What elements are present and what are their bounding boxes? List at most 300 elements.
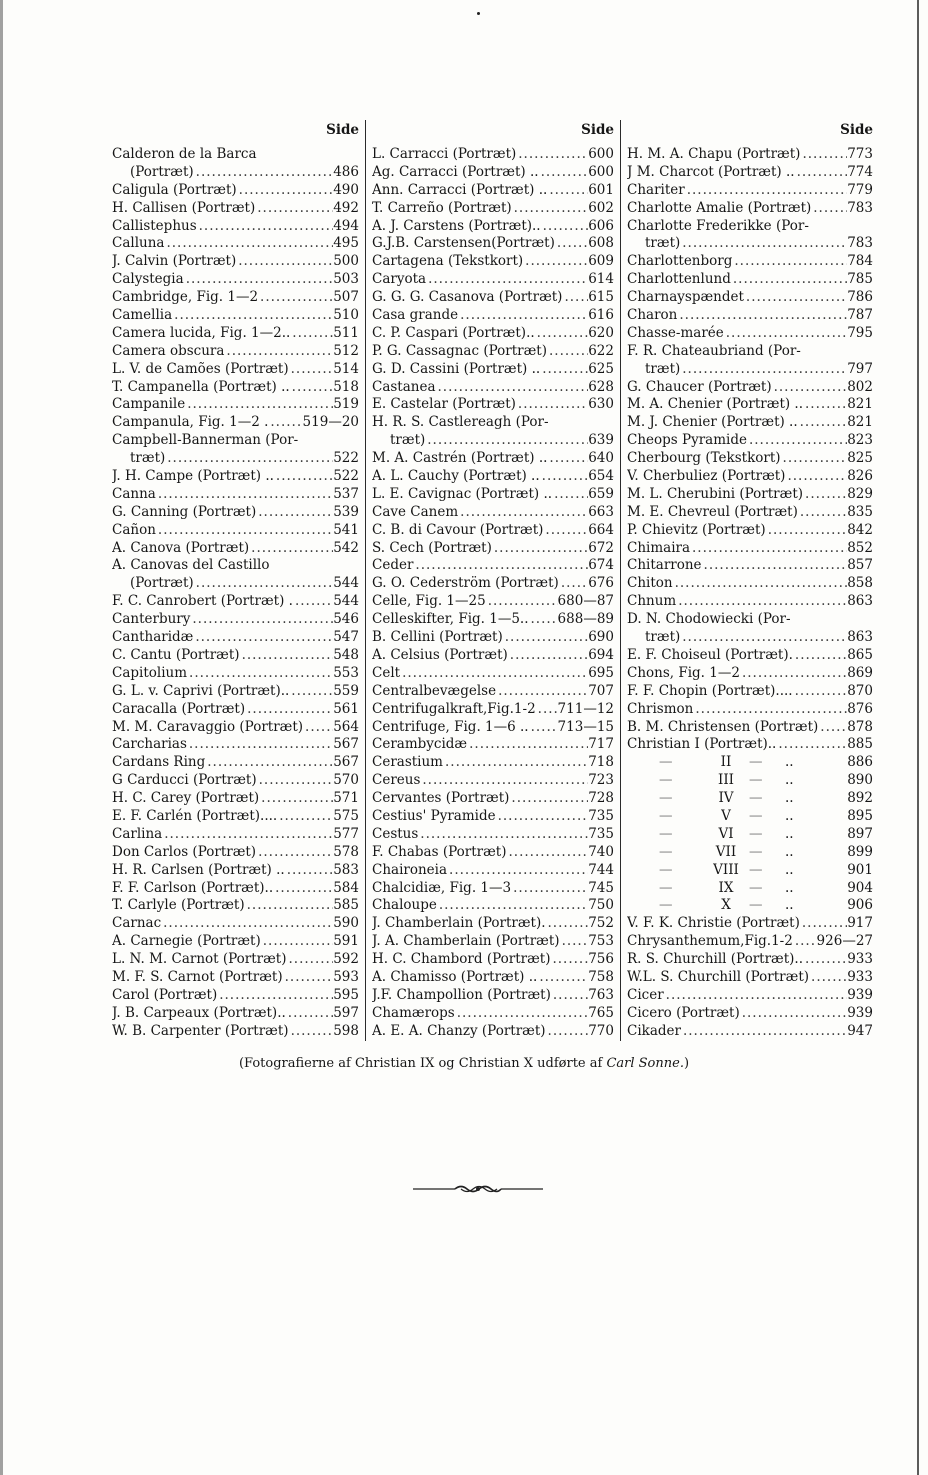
leader-dots [664, 987, 848, 1005]
side-header: Side [840, 122, 873, 138]
page-number: 763 [588, 986, 614, 1003]
leader-dots [543, 522, 588, 540]
leader-dots [467, 736, 588, 754]
entry-title: Christian I (Portræt).. [627, 736, 777, 753]
entry-title: Ag. Carracci (Portræt) .. [372, 163, 539, 180]
ditto-mark: — [659, 807, 673, 824]
leader-dots [197, 218, 334, 236]
ditto-entry [627, 862, 794, 880]
index-entry [112, 701, 359, 719]
index-entry [112, 844, 359, 862]
entry-title: G. L. v. Caprivi (Portræt).. [112, 682, 290, 699]
entry-title: G.J.B. Carstensen(Portræt) [372, 235, 555, 252]
entry-title: Caryota [372, 271, 427, 288]
page-number: 598 [333, 1022, 359, 1039]
index-entry [627, 396, 873, 414]
entry-title: M. F. S. Carnot (Portræt) [112, 968, 283, 985]
leader-dots [541, 218, 589, 236]
entry-title: Ceder [372, 557, 414, 574]
leader-dots [800, 915, 847, 933]
leader-dots [747, 432, 847, 450]
index-entry [627, 933, 873, 951]
entry-title: Chalcidiæ, Fig. 1—3 [372, 879, 512, 896]
page-number: 522 [333, 450, 359, 467]
leader-dots [560, 933, 589, 951]
ditto-dots: .. [785, 825, 794, 842]
leader-dots [516, 146, 588, 164]
entry-title: F. R. Chateaubriand (Por- [627, 342, 801, 359]
page-number: 917 [847, 915, 873, 932]
leader-dots [273, 880, 333, 898]
page-number: 591 [333, 933, 359, 950]
entry-title: M. M. Caravaggio (Portræt) [112, 718, 304, 735]
leader-dots [702, 557, 848, 575]
ditto-dots: .. [785, 754, 794, 771]
index-entry [627, 969, 873, 987]
page-number: 690 [588, 629, 614, 646]
entry-title: Charon [627, 307, 678, 324]
index-entry [627, 486, 873, 504]
leader-dots [261, 933, 333, 951]
page-number: 561 [333, 700, 359, 717]
entry-title: Canterbury [112, 611, 191, 628]
entry-title: Cantharidæ [112, 629, 194, 646]
entry-title: B. M. Christensen (Portræt) [627, 718, 819, 735]
index-entry [112, 253, 359, 271]
page-number: 567 [333, 754, 359, 771]
entry-title: G. Canning (Portræt) [112, 503, 257, 520]
leader-dots [539, 164, 589, 182]
leader-dots [800, 146, 847, 164]
page-number: 546 [333, 611, 359, 628]
page-number: 640 [588, 450, 614, 467]
leader-dots [680, 235, 847, 253]
index-entry [112, 414, 359, 432]
page-number: 895 [847, 807, 873, 824]
ditto-entry [627, 897, 794, 915]
page-number: 616 [588, 307, 614, 324]
index-entry [372, 289, 614, 307]
ditto-dots: .. [785, 879, 794, 896]
leader-dots [793, 647, 847, 665]
ditto-mark: — [749, 843, 763, 860]
ditto-mark: — [749, 790, 763, 807]
page-number: 797 [847, 360, 873, 377]
leader-dots [537, 969, 588, 987]
index-entry [372, 701, 614, 719]
leader-dots [277, 808, 333, 826]
index-entry [372, 307, 614, 325]
entry-title: L. E. Cavignac (Portræt) .. [372, 485, 553, 502]
entry-title: G. D. Cassini (Portræt) .. [372, 360, 541, 377]
index-entry [372, 540, 614, 558]
entry-title: M. E. Chevreul (Portræt) [627, 503, 798, 520]
index-entry [372, 880, 614, 898]
leader-dots [496, 683, 588, 701]
leader-dots [287, 951, 334, 969]
entry-title: Castanea [372, 378, 436, 395]
leader-dots [492, 540, 588, 558]
page-number: 578 [333, 843, 359, 860]
index-entry [112, 432, 359, 450]
spacer [794, 754, 848, 772]
index-entry [372, 933, 614, 951]
index-column-1 [112, 120, 366, 1041]
leader-dots [677, 307, 847, 325]
entry-title: VII [715, 843, 737, 860]
ditto-mark: — [659, 879, 673, 896]
index-entry [627, 790, 873, 808]
entry-title: Capitolium [112, 664, 188, 681]
index-entry [627, 683, 873, 701]
page-number: 674 [588, 557, 614, 574]
page-number: 735 [588, 825, 614, 842]
page-number: 503 [333, 271, 359, 288]
leader-dots [255, 200, 333, 218]
index-entry [112, 540, 359, 558]
index-entry [112, 1023, 359, 1041]
index-entry [627, 218, 873, 236]
page-number: 511 [333, 324, 359, 341]
page-number: 577 [333, 825, 359, 842]
index-entry [112, 647, 359, 665]
entry-title: A. Chamisso (Portræt) .. [372, 968, 538, 985]
page-number: 821 [847, 396, 873, 413]
page-number: 564 [333, 718, 359, 735]
entry-title: Camellia [112, 307, 173, 324]
page-number: 630 [588, 396, 614, 413]
entry-title: Chaloupe [372, 897, 437, 914]
leader-dots [509, 790, 588, 808]
page-number: 939 [847, 1004, 873, 1021]
leader-dots [455, 1005, 589, 1023]
entry-title: G. G. G. Casanova (Portræt) [372, 289, 563, 306]
leader-dots [285, 862, 334, 880]
leader-dots [447, 862, 588, 880]
leader-dots [293, 593, 333, 611]
leader-dots [458, 504, 588, 522]
page-number: 512 [333, 342, 359, 359]
ditto-entry [627, 880, 794, 898]
leader-dots [685, 182, 848, 200]
ditto-entry [627, 772, 794, 790]
index-entry [372, 468, 614, 486]
leader-dots [425, 432, 588, 450]
page-number: 795 [847, 324, 873, 341]
leader-dots [165, 450, 333, 468]
index-entry [627, 361, 873, 379]
ditto-entry [627, 826, 794, 844]
page-number: 802 [847, 378, 873, 395]
page-number: 947 [847, 1022, 873, 1039]
index-entry [627, 146, 873, 164]
page-number: 858 [847, 575, 873, 592]
entry-title: IX [718, 879, 734, 896]
index-entry [112, 450, 359, 468]
leader-dots [680, 361, 847, 379]
page-number: 567 [333, 736, 359, 753]
page-number: 518 [333, 378, 359, 395]
page-number: 784 [847, 253, 873, 270]
entry-title: J.F. Champollion (Portræt) [372, 986, 551, 1003]
entry-title: Centralbevægelse [372, 682, 497, 699]
index-entry [112, 683, 359, 701]
index-entry [627, 522, 873, 540]
page-number: 770 [588, 1022, 614, 1039]
leader-dots [546, 1023, 589, 1041]
entry-title: L. N. M. Carnot (Portræt) [112, 951, 287, 968]
entry-title: Chimaira [627, 539, 691, 556]
page-number: 585 [333, 897, 359, 914]
index-entry [627, 826, 873, 844]
index-entry [627, 754, 873, 772]
page-number: 857 [847, 557, 873, 574]
page-number: 654 [588, 468, 614, 485]
page-number: 773 [847, 146, 873, 162]
page-number: 876 [847, 700, 873, 717]
leader-dots [547, 450, 588, 468]
page-number: 539 [333, 503, 359, 520]
entry-title: E. F. Carlén (Portræt).... [112, 807, 278, 824]
leader-dots [811, 200, 847, 218]
entry-title: Charlottenlund [627, 271, 731, 288]
end-ornament [413, 1182, 543, 1196]
entry-title: A. Canova (Portræt) [112, 539, 250, 556]
index-entry [112, 826, 359, 844]
entry-title: Cicero (Portræt) [627, 1004, 740, 1021]
leader-dots [420, 772, 588, 790]
entry-title: A. J. Carstens (Portræt).. [372, 217, 541, 234]
page-number: 756 [588, 951, 614, 968]
leader-dots [744, 289, 847, 307]
page-number: 628 [588, 378, 614, 395]
leader-dots [552, 486, 588, 504]
leader-dots [547, 343, 588, 361]
index-entry [627, 325, 873, 343]
entry-title: J. H. Campe (Portræt) .. [112, 468, 274, 485]
index-entry [627, 1023, 873, 1041]
entry-title: C. Cantu (Portræt) [112, 646, 240, 663]
leader-dots [286, 1005, 333, 1023]
index-entry [627, 575, 873, 593]
index-entry [627, 665, 873, 683]
index-entry [112, 343, 359, 361]
entry-title: Chrysanthemum,Fig.1-2 [627, 933, 793, 950]
entry-title: Chasse-marée [627, 324, 724, 341]
index-entry [372, 987, 614, 1005]
leader-dots [236, 253, 333, 271]
scan-edge-right [917, 0, 919, 1475]
page-number: 933 [847, 968, 873, 985]
ditto-mark: — [749, 754, 763, 771]
leader-dots [680, 629, 847, 647]
leader-dots [289, 683, 333, 701]
page-number: 890 [847, 772, 873, 789]
leader-dots [400, 665, 588, 683]
entry-title: G. Chaucer (Portræt) [627, 378, 772, 395]
leader-dots [546, 915, 589, 933]
page-number: 779 [847, 181, 873, 198]
page-number: 717 [588, 736, 614, 753]
page-number: 492 [333, 199, 359, 216]
index-entry [372, 736, 614, 754]
index-entry [112, 1005, 359, 1023]
leader-dots [766, 522, 848, 540]
leader-dots [803, 486, 847, 504]
entry-title: Cestus [372, 825, 419, 842]
index-entry [112, 593, 359, 611]
leader-dots [486, 593, 558, 611]
entry-title: Don Carlos (Portræt) [112, 843, 257, 860]
page-number: 672 [588, 539, 614, 556]
page-number: 835 [847, 503, 873, 520]
entry-title: H. R. Carlsen (Portræt) .. [112, 861, 285, 878]
leader-dots [258, 289, 333, 307]
entry-title: Carlina [112, 825, 163, 842]
index-entry [112, 754, 359, 772]
index-entry [112, 665, 359, 683]
leader-dots [257, 772, 334, 790]
entry-title: A. Celsius (Portræt) [372, 646, 508, 663]
index-entry [372, 200, 614, 218]
entry-title: Camera lucida, Fig. 1—2.. [112, 324, 291, 341]
page-number: 500 [333, 253, 359, 270]
entry-title: J M. Charcot (Portræt) .. [627, 163, 795, 180]
leader-dots [693, 701, 847, 719]
leader-dots [529, 719, 558, 737]
entry-title: træt) [390, 432, 426, 449]
spacer [794, 772, 848, 790]
ditto-entry [627, 790, 794, 808]
index-entry [112, 361, 359, 379]
ditto-dots: .. [785, 843, 794, 860]
leader-dots [555, 235, 588, 253]
index-entry [112, 915, 359, 933]
index-entry [372, 182, 614, 200]
photo-credit-footnote [0, 1056, 928, 1071]
index-entry [112, 218, 359, 236]
page-number: 614 [588, 271, 614, 288]
page-number: 547 [333, 629, 359, 646]
entry-title: Cherbourg (Tekstkort) [627, 450, 781, 467]
entry-title: Chamærops [372, 1004, 455, 1021]
index-entry [627, 951, 873, 969]
leader-dots [740, 1005, 848, 1023]
index-entry [372, 575, 614, 593]
leader-dots [540, 361, 588, 379]
page-number: 486 [333, 163, 359, 180]
spacer [794, 880, 848, 898]
leader-dots [535, 325, 589, 343]
index-entry [112, 772, 359, 790]
index-entry [372, 325, 614, 343]
photographer-name: Carl Sonne. [606, 1056, 684, 1071]
index-entry [372, 665, 614, 683]
page-number: 933 [847, 951, 873, 968]
entry-title: Carnac [112, 915, 162, 932]
entry-title: Calderon de la Barca [112, 146, 257, 162]
index-entry [372, 915, 614, 933]
leader-dots [551, 987, 588, 1005]
page-number: 753 [588, 933, 614, 950]
leader-dots [185, 396, 333, 414]
entry-title: (Portræt) [130, 163, 194, 180]
leader-dots [690, 540, 847, 558]
entry-title: Centrifugalkraft,Fig.1-2 [372, 700, 536, 717]
leader-dots [776, 736, 847, 754]
entry-title: Centrifuge, Fig. 1—6 .. [372, 718, 529, 735]
entry-title: P. Chievitz (Portræt) [627, 521, 766, 538]
entry-title: M. A. Chenier (Portræt) .. [627, 396, 804, 413]
entry-title: Charlotte Amalie (Portræt) [627, 199, 812, 216]
entry-title: Chiton [627, 575, 673, 592]
entry-title: Cardans Ring [112, 754, 206, 771]
index-entry [372, 611, 614, 629]
page-number: 863 [847, 629, 873, 646]
page-number: 571 [333, 790, 359, 807]
page-number: 663 [588, 503, 614, 520]
index-entry [372, 629, 614, 647]
leader-dots [676, 593, 847, 611]
entry-title: Carcharias [112, 736, 187, 753]
index-entry [627, 987, 873, 1005]
page-number: 885 [847, 736, 873, 753]
leader-dots [436, 379, 589, 397]
entry-title: Cestius' Pyramide [372, 807, 496, 824]
entry-title: Cañon [112, 521, 156, 538]
page-number: 600 [588, 146, 614, 162]
leader-dots [259, 790, 333, 808]
entry-title: L. V. de Camões (Portræt) [112, 360, 289, 377]
entry-title: Charlotte Frederikke (Por- [627, 217, 809, 234]
index-column-3 [621, 120, 873, 1041]
index-entry [372, 593, 614, 611]
index-entry [627, 307, 873, 325]
entry-title: V [721, 807, 731, 824]
index-entry [372, 790, 614, 808]
leader-dots [673, 575, 848, 593]
page-number: 494 [333, 217, 359, 234]
ditto-mark: — [659, 754, 673, 771]
leader-dots [162, 826, 333, 844]
index-entry [627, 271, 873, 289]
leader-dots [798, 504, 847, 522]
entry-title: H. Callisen (Portræt) [112, 199, 256, 216]
leader-dots [237, 182, 334, 200]
entry-title: træt) [130, 450, 166, 467]
leader-dots [289, 361, 334, 379]
entry-title: Ann. Carracci (Portræt) .. [372, 181, 548, 198]
index-entry [112, 396, 359, 414]
index-entry [112, 200, 359, 218]
index-entry [627, 557, 873, 575]
spacer [794, 844, 848, 862]
ditto-dots: .. [785, 772, 794, 789]
entry-title: Carol (Portræt) [112, 986, 218, 1003]
entry-title: Campanula, Fig. 1—2 . [112, 414, 269, 431]
page-number: 608 [588, 235, 614, 252]
index-entry [627, 611, 873, 629]
index-entry [627, 880, 873, 898]
entry-title: IV [718, 790, 734, 807]
entry-title: Chnum [627, 593, 677, 610]
index-entry [112, 307, 359, 325]
index-entry [372, 808, 614, 826]
page-number: 601 [588, 181, 614, 198]
entry-title: A. Canovas del Castillo [112, 557, 270, 574]
index-entry [112, 486, 359, 504]
leader-dots [536, 701, 558, 719]
